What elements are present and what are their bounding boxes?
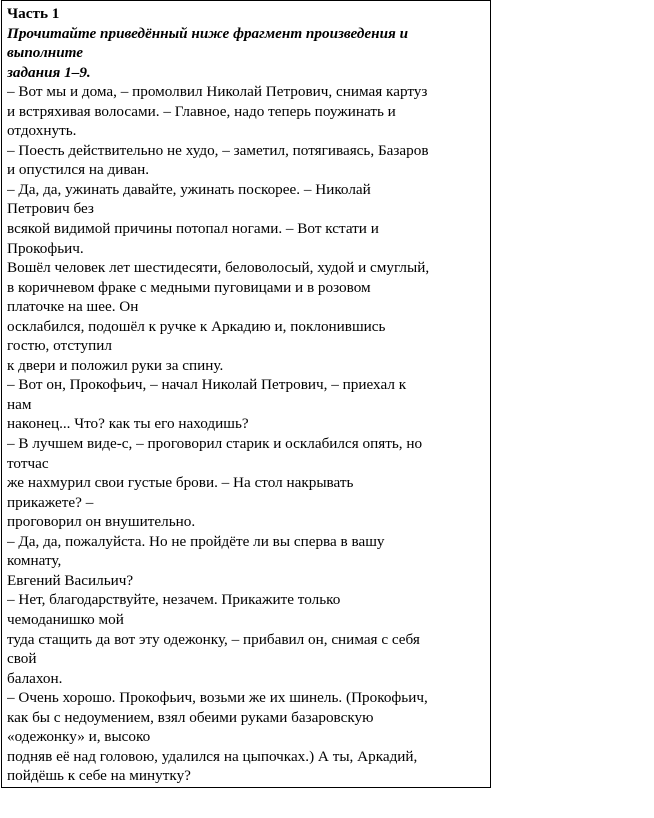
text-line: осклабился, подошёл к ручке к Аркадию и, поклонившись	[7, 317, 386, 335]
instruction-line: Прочитайте приведённый ниже фрагмент произведения и	[7, 24, 409, 42]
text-line: Петрович без	[7, 200, 94, 218]
text-line: платочке на шее. Он	[7, 298, 139, 316]
text-line: Прокофьич.	[7, 239, 84, 257]
text-line: всякой видимой причины потопал ногами. – Вот кстати и	[7, 220, 379, 238]
text-line: наконец... Что? как ты его находишь?	[7, 415, 249, 433]
text-line: как бы с недоумением, взял обеими руками базаровскую	[7, 708, 374, 726]
text-line: – Очень хорошо. Прокофьич, возьми же их шинель. (Прокофьич,	[7, 689, 428, 707]
text-line: и встряхивая волосами. – Главное, надо теперь поужинать и	[7, 102, 396, 120]
text-line: подняв её над головою, удалился на цыпочках.) А ты, Аркадий,	[7, 747, 418, 765]
text-line: же нахмурил свои густые брови. – На стол накрывать	[7, 474, 354, 492]
text-line: проговорил он внушительно.	[7, 513, 196, 531]
text-line: – Нет, благодарствуйте, незачем. Прикажите только	[7, 591, 341, 609]
text-line: туда стащить да вот эту одежонку, – прибавил он, снимая с себя	[7, 630, 420, 648]
text-line: – Поесть действительно не худо, – заметил, потягиваясь, Базаров	[7, 141, 429, 159]
text-line: нам	[7, 395, 32, 413]
text-line: и опустился на диван.	[7, 161, 150, 179]
instruction-line: задания 1–9.	[7, 63, 91, 81]
text-line: – Да, да, пожалуйста. Но не пройдёте ли вы сперва в вашу	[7, 532, 385, 550]
text-line: тотчас	[7, 454, 49, 472]
text-line: пойдёшь к себе на минутку?	[7, 767, 191, 785]
text-line: – Да, да, ужинать давайте, ужинать поскорее. – Николай	[7, 180, 371, 198]
text-line: прикажете? –	[7, 493, 94, 511]
text-line: балахон.	[7, 669, 63, 687]
instruction-line: выполните	[7, 44, 84, 62]
part-heading: Часть 1	[7, 5, 60, 22]
text-line: к двери и положил руки за спину.	[7, 356, 224, 374]
text-line: – В лучшем виде-с, – проговорил старик и осклабился опять, но	[7, 435, 423, 453]
text-line: – Вот мы и дома, – промолвил Николай Петрович, снимая картуз	[7, 83, 428, 101]
text-line: – Вот он, Прокофьич, – начал Николай Петрович, – приехал к	[7, 376, 407, 394]
text-line: отдохнуть.	[7, 122, 77, 140]
text-line: Вошёл человек лет шестидесяти, беловолосый, худой и смуглый,	[7, 259, 430, 277]
text-line: в коричневом фраке с медными пуговицами и в розовом	[7, 278, 371, 296]
text-line: комнату,	[7, 552, 62, 570]
text-line: гостю, отступил	[7, 337, 112, 355]
text-line: чемоданишко мой	[7, 610, 124, 628]
text-line: «одежонку» и, высоко	[7, 728, 151, 746]
literary-excerpt	[7, 82, 486, 786]
text-fragment-box	[1, 0, 491, 788]
text-line: свой	[7, 650, 37, 668]
text-line: Евгений Васильич?	[7, 571, 134, 589]
